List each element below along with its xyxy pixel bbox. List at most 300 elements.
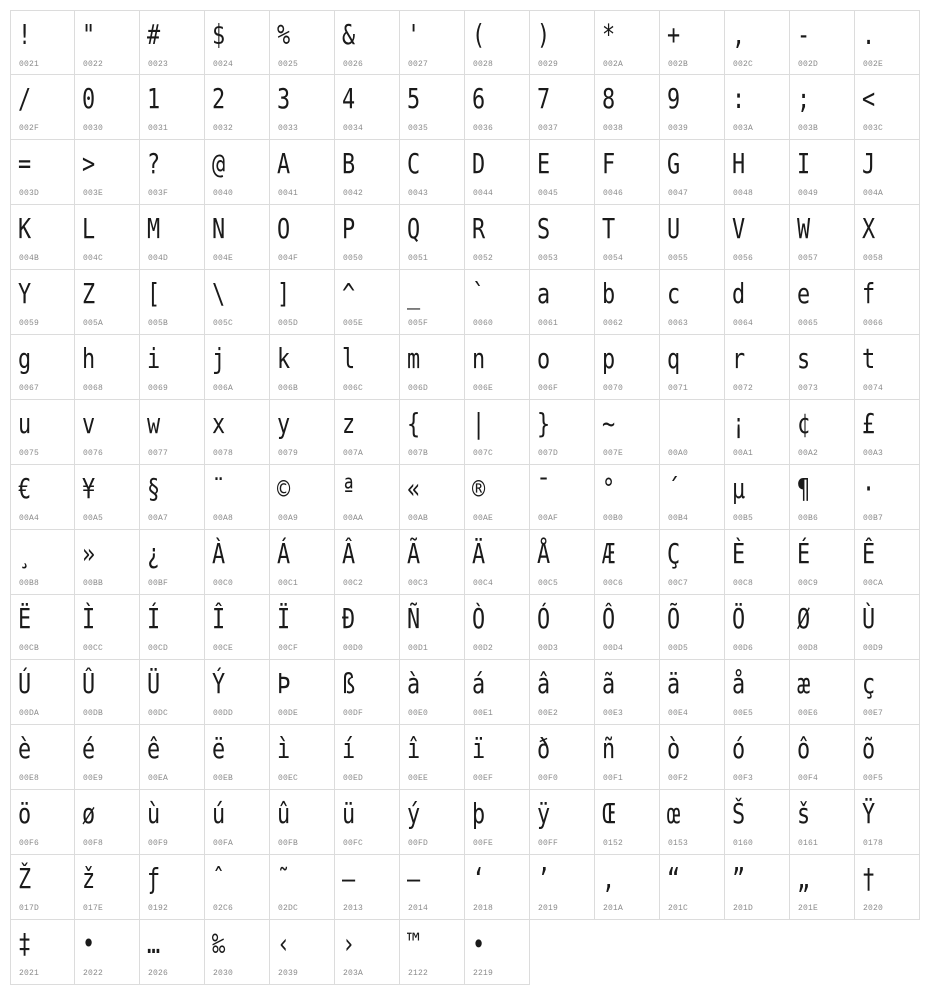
glyph-character: ¥ [82, 472, 96, 505]
glyph-character: ^ [342, 277, 356, 310]
glyph-cell [10, 140, 75, 205]
glyph-character: I [797, 147, 811, 180]
glyph-codepoint: 0022 [83, 60, 104, 69]
glyph-codepoint: 004B [19, 254, 40, 263]
glyph-character: 5 [407, 82, 421, 115]
glyph-character: Á [277, 537, 291, 570]
glyph-codepoint: 006F [538, 384, 559, 393]
glyph-character: — [407, 862, 421, 895]
glyph-character: U [667, 212, 681, 245]
glyph-cell [10, 75, 75, 140]
glyph-cell [725, 595, 790, 660]
glyph-codepoint: 002B [668, 60, 689, 69]
glyph-cell [400, 660, 465, 725]
glyph-cell [140, 140, 205, 205]
glyph-character: © [277, 472, 291, 505]
glyph-character: ) [537, 18, 551, 51]
glyph-character: ¡ [732, 407, 746, 440]
glyph-codepoint: 0160 [733, 839, 754, 848]
glyph-codepoint: 002D [798, 60, 819, 69]
glyph-character: Š [732, 797, 746, 830]
glyph-codepoint: 002C [733, 60, 754, 69]
glyph-character: ~ [602, 407, 616, 440]
glyph-character: õ [862, 732, 876, 765]
glyph-cell [725, 660, 790, 725]
glyph-character: m [407, 342, 421, 375]
glyph-codepoint: 00FB [278, 839, 299, 848]
glyph-codepoint: 2021 [19, 969, 40, 978]
glyph-cell [205, 465, 270, 530]
glyph-codepoint: 201D [733, 904, 754, 913]
glyph-character: ý [407, 797, 421, 830]
glyph-character: Î [212, 602, 226, 635]
glyph-cell [530, 10, 595, 75]
glyph-cell [270, 790, 335, 855]
glyph-character: g [18, 342, 32, 375]
glyph-character: $ [212, 18, 226, 51]
glyph-codepoint: 2019 [538, 904, 559, 913]
glyph-character: 4 [342, 82, 356, 115]
glyph-character: i [147, 342, 161, 375]
glyph-codepoint: 02C6 [213, 904, 234, 913]
glyph-codepoint: 0056 [733, 254, 754, 263]
glyph-codepoint: 0064 [733, 319, 754, 328]
glyph-codepoint: 00E9 [83, 774, 104, 783]
glyph-character: È [732, 537, 746, 570]
glyph-cell [465, 595, 530, 660]
glyph-codepoint: 00F0 [538, 774, 559, 783]
glyph-cell [660, 855, 725, 920]
glyph-codepoint: 00B0 [603, 514, 624, 523]
glyph-character: o [537, 342, 551, 375]
glyph-character: ] [277, 277, 291, 310]
glyph-cell [530, 595, 595, 660]
glyph-cell [790, 75, 855, 140]
glyph-character: 1 [147, 82, 161, 115]
glyph-cell [595, 75, 660, 140]
glyph-cell [140, 400, 205, 465]
glyph-cell [855, 335, 920, 400]
glyph-codepoint: 0041 [278, 189, 299, 198]
glyph-codepoint: 002E [863, 60, 884, 69]
glyph-codepoint: 003B [798, 124, 819, 133]
glyph-codepoint: 0051 [408, 254, 429, 263]
glyph-codepoint: 00CC [83, 644, 104, 653]
glyph-character: Û [82, 667, 96, 700]
glyph-cell [10, 205, 75, 270]
glyph-cell [75, 335, 140, 400]
glyph-codepoint: 0046 [603, 189, 624, 198]
glyph-cell [10, 855, 75, 920]
glyph-cell [595, 530, 660, 595]
glyph-cell [400, 270, 465, 335]
glyph-cell [855, 790, 920, 855]
glyph-codepoint: 00B8 [19, 579, 40, 588]
glyph-cell [205, 920, 270, 985]
glyph-cell [465, 920, 530, 985]
glyph-codepoint: 0038 [603, 124, 624, 133]
glyph-character: Œ [602, 797, 616, 830]
glyph-character: – [342, 862, 356, 895]
glyph-cell [270, 465, 335, 530]
glyph-cell [400, 75, 465, 140]
glyph-codepoint: 02DC [278, 904, 299, 913]
glyph-cell [400, 790, 465, 855]
glyph-character: ˜ [277, 862, 291, 895]
glyph-character: , [732, 18, 746, 51]
glyph-cell [790, 205, 855, 270]
glyph-character: O [277, 212, 291, 245]
glyph-codepoint: 0031 [148, 124, 169, 133]
glyph-cell [465, 855, 530, 920]
glyph-cell [10, 725, 75, 790]
glyph-cell [335, 595, 400, 660]
glyph-cell [75, 205, 140, 270]
glyph-codepoint: 0053 [538, 254, 559, 263]
glyph-codepoint: 00B4 [668, 514, 689, 523]
glyph-codepoint: 2018 [473, 904, 494, 913]
glyph-cell [140, 335, 205, 400]
glyph-cell [10, 595, 75, 660]
glyph-codepoint: 0152 [603, 839, 624, 848]
glyph-cell [205, 595, 270, 660]
glyph-character: ë [212, 732, 226, 765]
glyph-character: w [147, 407, 161, 440]
glyph-cell [855, 140, 920, 205]
glyph-character: 9 [667, 82, 681, 115]
glyph-cell [530, 660, 595, 725]
glyph-character: ß [342, 667, 356, 700]
glyph-codepoint: 2013 [343, 904, 364, 913]
glyph-cell [465, 140, 530, 205]
glyph-character: J [862, 147, 876, 180]
glyph-cell [335, 725, 400, 790]
glyph-cell [75, 920, 140, 985]
glyph-cell [595, 465, 660, 530]
glyph-cell [140, 270, 205, 335]
glyph-cell [10, 335, 75, 400]
glyph-codepoint: 00DB [83, 709, 104, 718]
glyph-codepoint: 00D3 [538, 644, 559, 653]
glyph-cell [205, 855, 270, 920]
glyph-codepoint: 0063 [668, 319, 689, 328]
glyph-cell [205, 725, 270, 790]
glyph-codepoint: 017D [19, 904, 40, 913]
glyph-codepoint: 00D5 [668, 644, 689, 653]
glyph-cell [335, 10, 400, 75]
glyph-character: „ [797, 862, 811, 895]
glyph-codepoint: 0070 [603, 384, 624, 393]
glyph-cell [530, 205, 595, 270]
glyph-character: . [862, 18, 876, 51]
glyph-character: < [862, 82, 876, 115]
glyph-cell [10, 530, 75, 595]
glyph-character: = [18, 147, 32, 180]
glyph-codepoint: 005C [213, 319, 234, 328]
glyph-character: ¶ [797, 472, 811, 505]
glyph-cell [335, 660, 400, 725]
glyph-character: : [732, 82, 746, 115]
glyph-character: Ì [82, 602, 96, 635]
glyph-character: @ [212, 147, 226, 180]
glyph-codepoint: 00E0 [408, 709, 429, 718]
glyph-cell [75, 660, 140, 725]
glyph-cell [465, 530, 530, 595]
glyph-cell [660, 335, 725, 400]
glyph-character: § [147, 472, 161, 505]
glyph-codepoint: 00A9 [278, 514, 299, 523]
glyph-codepoint: 00C9 [798, 579, 819, 588]
glyph-cell [790, 270, 855, 335]
glyph-codepoint: 00A5 [83, 514, 104, 523]
glyph-cell [855, 10, 920, 75]
glyph-character: » [82, 537, 96, 570]
glyph-codepoint: 0075 [19, 449, 40, 458]
glyph-cell [140, 205, 205, 270]
glyph-codepoint: 2122 [408, 969, 429, 978]
glyph-character: k [277, 342, 291, 375]
glyph-codepoint: 0178 [863, 839, 884, 848]
glyph-cell [270, 335, 335, 400]
glyph-codepoint: 0061 [538, 319, 559, 328]
glyph-codepoint: 0037 [538, 124, 559, 133]
glyph-cell [465, 400, 530, 465]
glyph-codepoint: 007C [473, 449, 494, 458]
glyph-codepoint: 201A [603, 904, 624, 913]
glyph-character: á [472, 667, 486, 700]
glyph-cell [790, 10, 855, 75]
glyph-codepoint: 00A8 [213, 514, 234, 523]
glyph-codepoint: 00F8 [83, 839, 104, 848]
glyph-codepoint: 2030 [213, 969, 234, 978]
glyph-cell [140, 595, 205, 660]
glyph-cell [530, 530, 595, 595]
glyph-codepoint: 00F2 [668, 774, 689, 783]
glyph-codepoint: 004E [213, 254, 234, 263]
glyph-codepoint: 00BB [83, 579, 104, 588]
glyph-cell [725, 75, 790, 140]
glyph-character: ´ [667, 472, 681, 505]
glyph-character: \ [212, 277, 226, 310]
glyph-cell [790, 725, 855, 790]
glyph-codepoint: 005E [343, 319, 364, 328]
glyph-cell [140, 790, 205, 855]
glyph-character: ' [407, 18, 421, 51]
glyph-cell [140, 855, 205, 920]
glyph-codepoint: 0058 [863, 254, 884, 263]
glyph-cell [270, 920, 335, 985]
glyph-cell [790, 140, 855, 205]
glyph-codepoint: 0049 [798, 189, 819, 198]
glyph-cell [855, 465, 920, 530]
glyph-codepoint: 201E [798, 904, 819, 913]
glyph-character: a [537, 277, 551, 310]
glyph-codepoint: 00D1 [408, 644, 429, 653]
glyph-cell [205, 530, 270, 595]
glyph-cell [10, 465, 75, 530]
glyph-cell [660, 790, 725, 855]
glyph-character: ð [537, 732, 551, 765]
glyph-character: q [667, 342, 681, 375]
glyph-codepoint: 00C5 [538, 579, 559, 588]
glyph-cell [595, 205, 660, 270]
glyph-codepoint: 00D2 [473, 644, 494, 653]
glyph-codepoint: 00DC [148, 709, 169, 718]
glyph-cell [335, 335, 400, 400]
glyph-codepoint: 0069 [148, 384, 169, 393]
glyph-cell [10, 270, 75, 335]
glyph-codepoint: 006A [213, 384, 234, 393]
glyph-character: 0 [82, 82, 96, 115]
glyph-cell [530, 790, 595, 855]
glyph-cell [530, 855, 595, 920]
glyph-codepoint: 00E3 [603, 709, 624, 718]
glyph-cell [855, 400, 920, 465]
glyph-cell [400, 920, 465, 985]
glyph-codepoint: 0032 [213, 124, 234, 133]
glyph-codepoint: 0068 [83, 384, 104, 393]
glyph-character: y [277, 407, 291, 440]
glyph-character: ‘ [472, 862, 486, 895]
glyph-codepoint: 006B [278, 384, 299, 393]
glyph-cell [205, 10, 270, 75]
glyph-cell [465, 465, 530, 530]
glyph-character: ç [862, 667, 876, 700]
glyph-character: ô [797, 732, 811, 765]
glyph-cell [400, 10, 465, 75]
glyph-character: • [82, 927, 96, 960]
glyph-codepoint: 0039 [668, 124, 689, 133]
glyph-character: ÿ [537, 797, 551, 830]
glyph-codepoint: 0023 [148, 60, 169, 69]
glyph-cell [595, 400, 660, 465]
glyph-cell [270, 855, 335, 920]
glyph-character: ™ [407, 927, 421, 960]
glyph-codepoint: 0153 [668, 839, 689, 848]
glyph-cell [400, 855, 465, 920]
glyph-character: £ [862, 407, 876, 440]
glyph-codepoint: 00E8 [19, 774, 40, 783]
glyph-character: µ [732, 472, 746, 505]
glyph-codepoint: 00EE [408, 774, 429, 783]
glyph-character: Â [342, 537, 356, 570]
glyph-cell [530, 270, 595, 335]
glyph-cell [270, 660, 335, 725]
glyph-grid [10, 10, 920, 985]
glyph-codepoint: 00FA [213, 839, 234, 848]
glyph-character: œ [667, 797, 681, 830]
glyph-character: { [407, 407, 421, 440]
glyph-cell [660, 75, 725, 140]
glyph-codepoint: 00F9 [148, 839, 169, 848]
glyph-character: h [82, 342, 96, 375]
glyph-cell [790, 855, 855, 920]
glyph-cell [595, 855, 660, 920]
glyph-cell [205, 335, 270, 400]
glyph-cell [75, 465, 140, 530]
glyph-character: Í [147, 602, 161, 635]
glyph-cell [790, 595, 855, 660]
glyph-cell [530, 140, 595, 205]
glyph-codepoint: 0076 [83, 449, 104, 458]
glyph-character: Ü [147, 667, 161, 700]
glyph-cell [270, 400, 335, 465]
glyph-cell [335, 75, 400, 140]
glyph-codepoint: 006D [408, 384, 429, 393]
glyph-cell [140, 920, 205, 985]
glyph-character: 6 [472, 82, 486, 115]
glyph-character: ñ [602, 732, 616, 765]
glyph-character: ° [602, 472, 616, 505]
glyph-cell [660, 10, 725, 75]
glyph-cell [855, 270, 920, 335]
glyph-character: > [82, 147, 96, 180]
glyph-codepoint: 007B [408, 449, 429, 458]
glyph-cell [335, 400, 400, 465]
glyph-character: 3 [277, 82, 291, 115]
glyph-codepoint: 00FD [408, 839, 429, 848]
glyph-codepoint: 0072 [733, 384, 754, 393]
glyph-codepoint: 0042 [343, 189, 364, 198]
glyph-cell [335, 205, 400, 270]
glyph-codepoint: 0021 [19, 60, 40, 69]
glyph-codepoint: 006E [473, 384, 494, 393]
glyph-cell [335, 465, 400, 530]
glyph-character: Ô [602, 602, 616, 635]
glyph-codepoint: 00F1 [603, 774, 624, 783]
glyph-codepoint: 003C [863, 124, 884, 133]
glyph-codepoint: 0044 [473, 189, 494, 198]
glyph-codepoint: 0048 [733, 189, 754, 198]
glyph-cell [465, 335, 530, 400]
glyph-cell [660, 660, 725, 725]
glyph-codepoint: 0036 [473, 124, 494, 133]
glyph-character: 8 [602, 82, 616, 115]
glyph-character: t [862, 342, 876, 375]
glyph-codepoint: 0024 [213, 60, 234, 69]
glyph-character: ” [732, 862, 746, 895]
glyph-codepoint: 00D4 [603, 644, 624, 653]
glyph-character: d [732, 277, 746, 310]
glyph-character: û [277, 797, 291, 830]
glyph-codepoint: 2039 [278, 969, 299, 978]
glyph-character: } [537, 407, 551, 440]
glyph-codepoint: 007E [603, 449, 624, 458]
glyph-cell [465, 205, 530, 270]
glyph-codepoint: 00AB [408, 514, 429, 523]
glyph-character: M [147, 212, 161, 245]
glyph-codepoint: 0055 [668, 254, 689, 263]
glyph-codepoint: 00DF [343, 709, 364, 718]
glyph-character: * [602, 18, 616, 51]
glyph-codepoint: 00C3 [408, 579, 429, 588]
glyph-character: ∙ [472, 927, 486, 960]
glyph-character: ¸ [18, 537, 32, 570]
glyph-character: ! [18, 18, 32, 51]
glyph-character: Ê [862, 537, 876, 570]
glyph-cell [725, 270, 790, 335]
glyph-codepoint: 00C6 [603, 579, 624, 588]
glyph-codepoint: 0062 [603, 319, 624, 328]
glyph-cell [855, 725, 920, 790]
glyph-codepoint: 00D0 [343, 644, 364, 653]
glyph-character: V [732, 212, 746, 245]
glyph-cell [595, 140, 660, 205]
glyph-cell [530, 335, 595, 400]
glyph-character: v [82, 407, 96, 440]
glyph-cell [855, 595, 920, 660]
glyph-cell [660, 725, 725, 790]
